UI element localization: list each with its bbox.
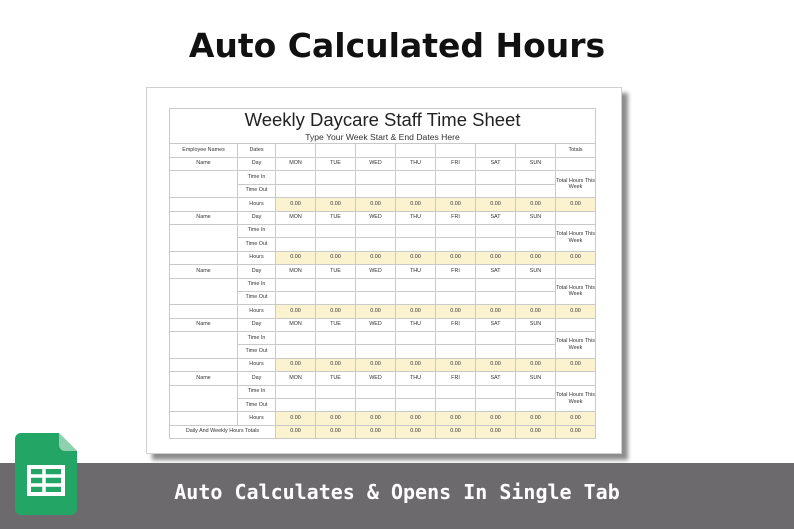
time-in-cell[interactable] <box>396 171 436 184</box>
day-header-sun: SUN <box>516 372 556 385</box>
time-in-label: Time In <box>238 224 276 237</box>
employee-header-row <box>170 265 596 278</box>
totals-header: Totals <box>556 144 596 158</box>
time-out-cell[interactable] <box>396 345 436 358</box>
day-header-sat: SAT <box>476 211 516 224</box>
day-header-tue: TUE <box>316 158 356 171</box>
employee-name-cell[interactable] <box>170 278 238 305</box>
hours-value: 0.00 <box>396 358 436 371</box>
time-in-cell[interactable] <box>356 224 396 237</box>
hours-label: Hours <box>238 412 276 425</box>
totals-spacer <box>556 265 596 278</box>
time-in-cell[interactable] <box>476 332 516 345</box>
time-in-label: Time In <box>238 385 276 398</box>
time-out-cell[interactable] <box>356 291 396 304</box>
total-hours-label: Total Hours This Week <box>556 278 596 305</box>
time-in-cell[interactable] <box>396 278 436 291</box>
hours-value: 0.00 <box>476 251 516 264</box>
day-header-thu: THU <box>396 372 436 385</box>
date-cell[interactable] <box>476 144 516 158</box>
hours-value: 0.00 <box>476 412 516 425</box>
time-out-cell[interactable] <box>396 291 436 304</box>
day-header-fri: FRI <box>436 158 476 171</box>
hours-value: 0.00 <box>356 198 396 211</box>
time-in-cell[interactable] <box>316 278 356 291</box>
time-out-cell[interactable] <box>436 345 476 358</box>
day-header-thu: THU <box>396 211 436 224</box>
hours-value: 0.00 <box>516 305 556 318</box>
employee-name-cell[interactable] <box>170 224 238 251</box>
hours-value: 0.00 <box>276 198 316 211</box>
time-out-label: Time Out <box>238 345 276 358</box>
timesheet-preview <box>146 87 622 454</box>
hours-value: 0.00 <box>516 412 556 425</box>
google-sheets-icon <box>15 433 77 515</box>
time-out-cell[interactable] <box>516 238 556 251</box>
hours-value: 0.00 <box>356 305 396 318</box>
time-in-cell[interactable] <box>436 278 476 291</box>
day-header-mon: MON <box>276 158 316 171</box>
name-label: Name <box>170 158 238 171</box>
day-header-wed: WED <box>356 318 396 331</box>
time-in-cell[interactable] <box>316 171 356 184</box>
hours-value: 0.00 <box>396 251 436 264</box>
day-label: Day <box>238 158 276 171</box>
day-header-mon: MON <box>276 265 316 278</box>
day-header-sat: SAT <box>476 318 516 331</box>
time-in-cell[interactable] <box>396 224 436 237</box>
day-header-sun: SUN <box>516 158 556 171</box>
total-hours-label: Total Hours This Week <box>556 224 596 251</box>
day-header-sat: SAT <box>476 372 516 385</box>
hours-value: 0.00 <box>476 305 516 318</box>
name-label: Name <box>170 318 238 331</box>
hours-label: Hours <box>238 251 276 264</box>
sheet-subtitle: Type Your Week Start & End Dates Here <box>170 131 596 144</box>
time-out-cell[interactable] <box>436 291 476 304</box>
grand-total-value: 0.00 <box>556 425 596 438</box>
time-in-cell[interactable] <box>356 278 396 291</box>
hours-blank <box>170 251 238 264</box>
hours-label: Hours <box>238 305 276 318</box>
hours-value: 0.00 <box>276 358 316 371</box>
day-header-sun: SUN <box>516 211 556 224</box>
day-header-wed: WED <box>356 211 396 224</box>
total-hours-label: Total Hours This Week <box>556 171 596 198</box>
time-in-cell[interactable] <box>476 385 516 398</box>
daily-total-value: 0.00 <box>316 425 356 438</box>
day-label: Day <box>238 211 276 224</box>
hours-value: 0.00 <box>276 412 316 425</box>
day-header-sun: SUN <box>516 318 556 331</box>
time-in-cell[interactable] <box>436 224 476 237</box>
day-header-mon: MON <box>276 318 316 331</box>
weekly-total-value: 0.00 <box>556 251 596 264</box>
daily-total-value: 0.00 <box>476 425 516 438</box>
time-out-cell[interactable] <box>316 238 356 251</box>
time-in-cell[interactable] <box>516 278 556 291</box>
day-header-wed: WED <box>356 372 396 385</box>
time-in-cell[interactable] <box>516 385 556 398</box>
hours-blank <box>170 358 238 371</box>
time-in-cell[interactable] <box>436 385 476 398</box>
hours-blank <box>170 412 238 425</box>
time-out-cell[interactable] <box>436 399 476 412</box>
time-out-cell[interactable] <box>476 184 516 197</box>
time-in-cell[interactable] <box>356 385 396 398</box>
total-hours-label: Total Hours This Week <box>556 332 596 359</box>
banner-text: Auto Calculates & Opens In Single Tab <box>174 480 620 504</box>
weekly-total-value: 0.00 <box>556 358 596 371</box>
day-header-mon: MON <box>276 211 316 224</box>
hours-value: 0.00 <box>316 412 356 425</box>
hours-value: 0.00 <box>316 251 356 264</box>
employee-name-cell[interactable] <box>170 332 238 359</box>
weekly-total-value: 0.00 <box>556 305 596 318</box>
day-header-thu: THU <box>396 318 436 331</box>
time-in-cell[interactable] <box>276 385 316 398</box>
time-out-cell[interactable] <box>316 184 356 197</box>
time-out-cell[interactable] <box>316 345 356 358</box>
time-out-cell[interactable] <box>276 291 316 304</box>
total-hours-label: Total Hours This Week <box>556 385 596 412</box>
time-out-cell[interactable] <box>316 399 356 412</box>
time-out-cell[interactable] <box>276 345 316 358</box>
hours-value: 0.00 <box>436 358 476 371</box>
time-out-cell[interactable] <box>516 399 556 412</box>
hours-value: 0.00 <box>476 198 516 211</box>
totals-spacer <box>556 318 596 331</box>
day-header-thu: THU <box>396 158 436 171</box>
name-label: Name <box>170 211 238 224</box>
time-out-cell[interactable] <box>476 399 516 412</box>
time-in-cell[interactable] <box>316 224 356 237</box>
hours-blank <box>170 305 238 318</box>
daily-total-value: 0.00 <box>436 425 476 438</box>
daily-total-value: 0.00 <box>276 425 316 438</box>
hours-value: 0.00 <box>356 358 396 371</box>
time-in-cell[interactable] <box>476 278 516 291</box>
time-out-cell[interactable] <box>276 184 316 197</box>
time-in-cell[interactable] <box>316 385 356 398</box>
time-out-label: Time Out <box>238 184 276 197</box>
time-out-cell[interactable] <box>356 238 396 251</box>
time-out-label: Time Out <box>238 238 276 251</box>
time-in-label: Time In <box>238 278 276 291</box>
date-cell[interactable] <box>516 144 556 158</box>
weekly-total-value: 0.00 <box>556 198 596 211</box>
name-label: Name <box>170 265 238 278</box>
time-in-cell[interactable] <box>356 171 396 184</box>
employee-header-row <box>170 158 596 171</box>
date-cell[interactable] <box>276 144 316 158</box>
hours-label: Hours <box>238 198 276 211</box>
time-out-cell[interactable] <box>316 291 356 304</box>
day-header-sun: SUN <box>516 265 556 278</box>
employee-names-header: Employee Names <box>170 144 238 158</box>
time-in-cell[interactable] <box>476 171 516 184</box>
time-out-cell[interactable] <box>356 184 396 197</box>
timesheet-table <box>169 108 596 439</box>
date-cell[interactable] <box>316 144 356 158</box>
day-header-fri: FRI <box>436 265 476 278</box>
time-in-cell[interactable] <box>476 224 516 237</box>
time-out-cell[interactable] <box>436 238 476 251</box>
time-out-cell[interactable] <box>516 184 556 197</box>
hours-value: 0.00 <box>516 358 556 371</box>
employee-header-row <box>170 211 596 224</box>
employee-name-cell[interactable] <box>170 385 238 412</box>
time-out-cell[interactable] <box>356 345 396 358</box>
hours-value: 0.00 <box>516 251 556 264</box>
day-header-wed: WED <box>356 265 396 278</box>
hours-value: 0.00 <box>476 358 516 371</box>
time-in-cell[interactable] <box>276 171 316 184</box>
weekly-total-value: 0.00 <box>556 412 596 425</box>
time-out-cell[interactable] <box>516 345 556 358</box>
bottom-banner <box>0 463 794 529</box>
hours-value: 0.00 <box>396 198 436 211</box>
employee-name-cell[interactable] <box>170 171 238 198</box>
totals-spacer <box>556 372 596 385</box>
footer-totals-label: Daily And Weekly Hours Totals <box>170 425 276 438</box>
hours-value: 0.00 <box>436 412 476 425</box>
date-cell[interactable] <box>396 144 436 158</box>
day-header-tue: TUE <box>316 318 356 331</box>
day-header-fri: FRI <box>436 211 476 224</box>
time-in-cell[interactable] <box>516 171 556 184</box>
time-out-cell[interactable] <box>396 399 436 412</box>
time-in-label: Time In <box>238 332 276 345</box>
hours-value: 0.00 <box>276 305 316 318</box>
hours-value: 0.00 <box>436 251 476 264</box>
sheet-title: Weekly Daycare Staff Time Sheet <box>170 109 596 132</box>
day-header-wed: WED <box>356 158 396 171</box>
time-in-cell[interactable] <box>396 385 436 398</box>
hours-value: 0.00 <box>396 305 436 318</box>
time-in-cell[interactable] <box>316 332 356 345</box>
hours-value: 0.00 <box>516 198 556 211</box>
date-cell[interactable] <box>436 144 476 158</box>
date-cell[interactable] <box>356 144 396 158</box>
totals-spacer <box>556 211 596 224</box>
time-in-cell[interactable] <box>516 224 556 237</box>
day-header-tue: TUE <box>316 372 356 385</box>
time-out-cell[interactable] <box>396 184 436 197</box>
time-in-cell[interactable] <box>276 224 316 237</box>
hours-blank <box>170 198 238 211</box>
day-header-mon: MON <box>276 372 316 385</box>
headline: Auto Calculated Hours <box>188 26 606 65</box>
totals-spacer <box>556 158 596 171</box>
time-out-cell[interactable] <box>276 238 316 251</box>
day-header-tue: TUE <box>316 211 356 224</box>
day-label: Day <box>238 372 276 385</box>
time-out-cell[interactable] <box>476 291 516 304</box>
time-in-cell[interactable] <box>436 171 476 184</box>
time-in-cell[interactable] <box>276 332 316 345</box>
hours-value: 0.00 <box>396 412 436 425</box>
time-out-cell[interactable] <box>476 238 516 251</box>
dates-header: Dates <box>238 144 276 158</box>
day-header-tue: TUE <box>316 265 356 278</box>
hours-value: 0.00 <box>356 412 396 425</box>
employee-header-row <box>170 372 596 385</box>
hours-value: 0.00 <box>356 251 396 264</box>
time-out-cell[interactable] <box>356 399 396 412</box>
hours-value: 0.00 <box>436 198 476 211</box>
hours-label: Hours <box>238 358 276 371</box>
daily-total-value: 0.00 <box>356 425 396 438</box>
name-label: Name <box>170 372 238 385</box>
hours-value: 0.00 <box>316 305 356 318</box>
daily-total-value: 0.00 <box>516 425 556 438</box>
time-in-cell[interactable] <box>276 278 316 291</box>
time-out-label: Time Out <box>238 291 276 304</box>
day-header-fri: FRI <box>436 318 476 331</box>
hours-value: 0.00 <box>316 358 356 371</box>
employee-header-row <box>170 318 596 331</box>
time-out-cell[interactable] <box>436 184 476 197</box>
time-out-label: Time Out <box>238 399 276 412</box>
day-label: Day <box>238 265 276 278</box>
hours-value: 0.00 <box>316 198 356 211</box>
hours-value: 0.00 <box>436 305 476 318</box>
time-in-cell[interactable] <box>356 332 396 345</box>
time-in-cell[interactable] <box>516 332 556 345</box>
day-header-sat: SAT <box>476 265 516 278</box>
time-out-cell[interactable] <box>476 345 516 358</box>
time-in-cell[interactable] <box>396 332 436 345</box>
day-header-fri: FRI <box>436 372 476 385</box>
time-out-cell[interactable] <box>396 238 436 251</box>
time-in-cell[interactable] <box>436 332 476 345</box>
daily-total-value: 0.00 <box>396 425 436 438</box>
time-out-cell[interactable] <box>516 291 556 304</box>
day-header-sat: SAT <box>476 158 516 171</box>
hours-value: 0.00 <box>276 251 316 264</box>
day-header-thu: THU <box>396 265 436 278</box>
time-out-cell[interactable] <box>276 399 316 412</box>
day-label: Day <box>238 318 276 331</box>
time-in-label: Time In <box>238 171 276 184</box>
